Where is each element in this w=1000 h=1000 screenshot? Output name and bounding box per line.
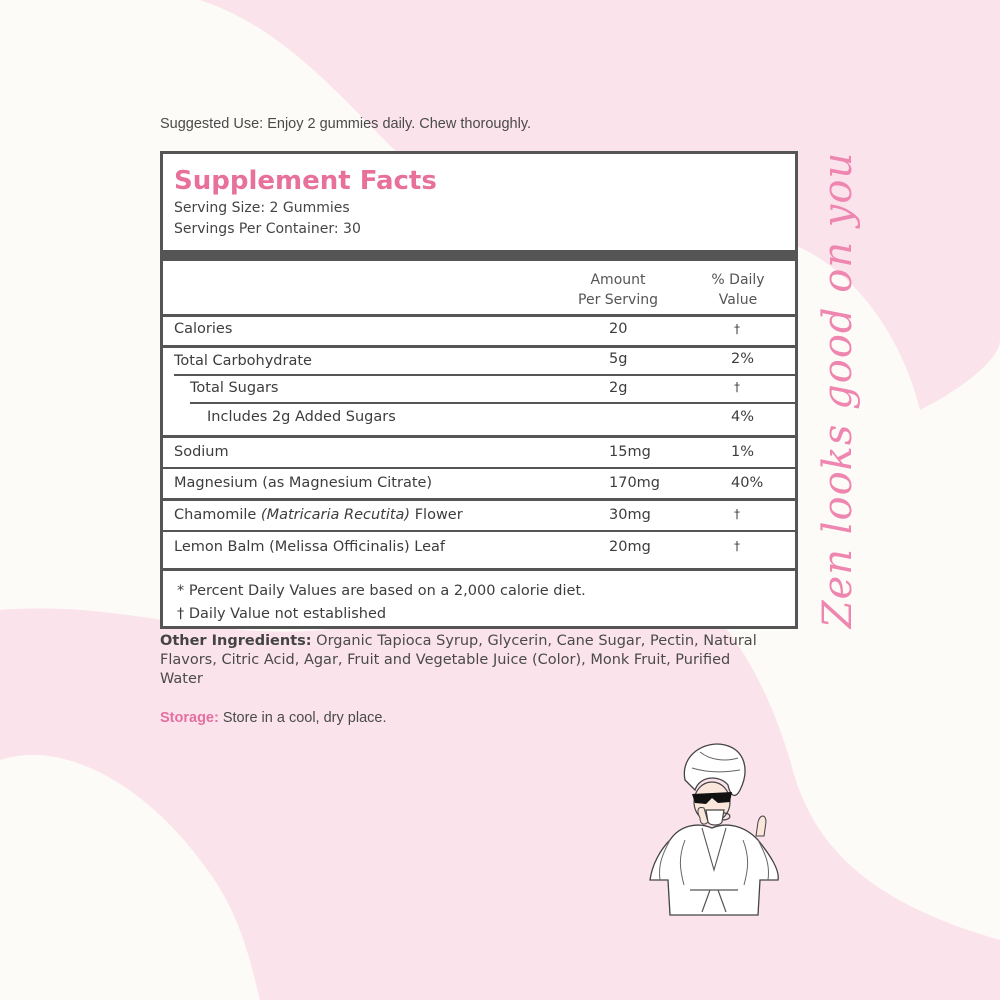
supplement-facts-panel xyxy=(160,151,798,629)
row-label-magnesium: Magnesium (as Magnesium Citrate) xyxy=(174,475,433,491)
row-rule xyxy=(163,345,795,348)
column-header-daily-value xyxy=(698,270,778,310)
dv-header-line1: % Daily xyxy=(711,272,765,288)
other-ingredients xyxy=(160,632,770,689)
raised-hand xyxy=(756,816,766,836)
servings-per-container: Servings Per Container: 30 xyxy=(174,221,361,237)
storage-info xyxy=(160,710,386,726)
row-rule xyxy=(163,435,795,438)
row-dv-total-carbohydrate: 2% xyxy=(731,351,755,367)
storage-text: Store in a cool, dry place. xyxy=(218,710,387,726)
row-label-total-sugars: Total Sugars xyxy=(190,380,279,396)
woman-bathrobe-coffee-illustration xyxy=(640,740,790,920)
other-ingredients-text: Organic Tapioca Syrup, Glycerin, Cane Sugar, Pectin, Natural Flavors, Citric Acid, Agar, Fruit and Vegetable Juice (Color), Monk Fruit, Purified Water xyxy=(160,633,757,687)
row-rule xyxy=(163,498,795,501)
dv-header-line2: Value xyxy=(718,292,758,308)
chamomile-suffix: Flower xyxy=(410,507,463,523)
row-rule xyxy=(163,467,795,469)
row-amount-total-carbohydrate: 5g xyxy=(609,351,628,367)
row-label-chamomile xyxy=(174,507,463,523)
other-ingredients-label: Other Ingredients: xyxy=(160,633,312,649)
row-dv-total-sugars: † xyxy=(734,380,740,394)
chamomile-latin-name: (Matricaria Recutita) xyxy=(260,507,411,523)
row-label-total-carbohydrate: Total Carbohydrate xyxy=(174,353,312,369)
cup-shape xyxy=(706,810,724,825)
column-header-amount xyxy=(558,270,678,310)
storage-label: Storage: xyxy=(160,710,219,726)
amount-header-line1: Amount xyxy=(590,272,646,288)
amount-header-line2: Per Serving xyxy=(578,292,658,308)
row-rule xyxy=(163,530,795,532)
header-divider-bar xyxy=(163,250,795,261)
row-amount-calories: 20 xyxy=(609,321,628,337)
serving-size: Serving Size: 2 Gummies xyxy=(174,200,350,216)
footnote-dagger: † Daily Value not established xyxy=(177,606,387,622)
row-amount-total-sugars: 2g xyxy=(609,380,628,396)
row-label-lemon-balm: Lemon Balm (Melissa Officinalis) Leaf xyxy=(174,539,446,555)
chamomile-prefix: Chamomile xyxy=(174,507,261,523)
row-rule xyxy=(190,402,795,404)
tagline-text: Zen looks good on you xyxy=(815,151,861,629)
row-dv-sodium: 1% xyxy=(731,444,755,460)
row-label-sodium: Sodium xyxy=(174,444,229,460)
row-dv-chamomile: † xyxy=(734,507,740,521)
row-rule xyxy=(174,374,795,376)
row-label-added-sugars: Includes 2g Added Sugars xyxy=(207,409,396,425)
suggested-use-text: Suggested Use: Enjoy 2 gummies daily. Chew thoroughly. xyxy=(160,116,532,132)
row-dv-magnesium: 40% xyxy=(731,475,764,491)
row-amount-magnesium: 170mg xyxy=(609,475,661,491)
footnote-rule xyxy=(163,568,795,571)
row-dv-lemon-balm: † xyxy=(734,539,740,553)
supplement-facts-title: Supplement Facts xyxy=(174,166,437,196)
row-dv-added-sugars: 4% xyxy=(731,409,755,425)
row-amount-chamomile: 30mg xyxy=(609,507,651,523)
row-label-calories: Calories xyxy=(174,321,233,337)
row-amount-lemon-balm: 20mg xyxy=(609,539,651,555)
row-dv-calories: † xyxy=(734,322,740,336)
footnote-percent-daily-values: * Percent Daily Values are based on a 2,000 calorie diet. xyxy=(177,583,586,599)
row-amount-sodium: 15mg xyxy=(609,444,651,460)
column-header-rule xyxy=(163,314,795,317)
